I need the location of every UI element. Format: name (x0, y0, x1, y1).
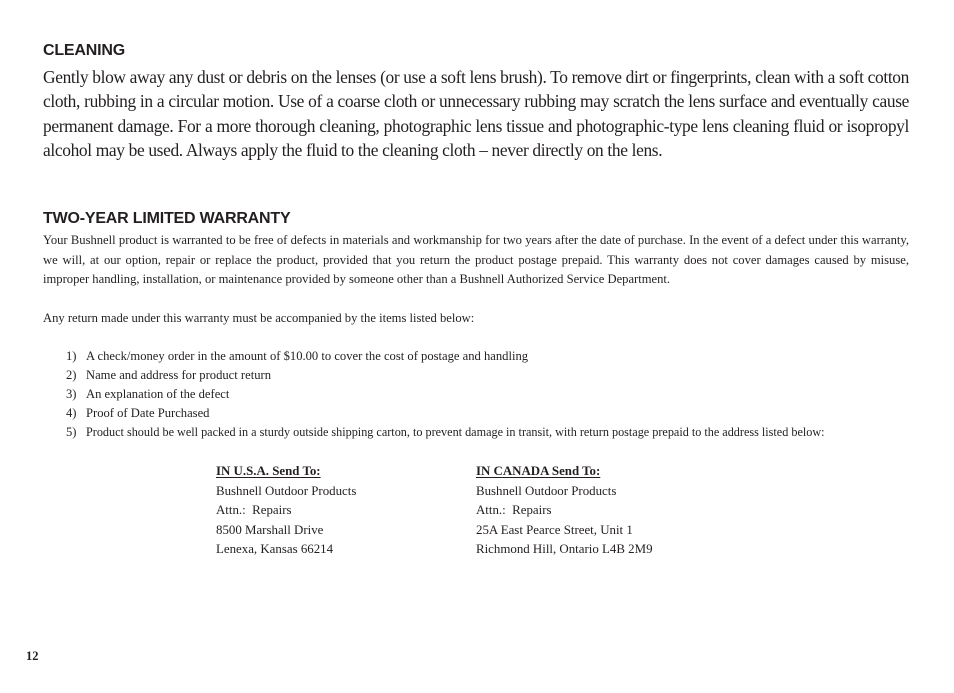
list-item-number: 3) (66, 387, 77, 401)
list-item (66, 423, 825, 442)
address-line: Attn.: Repairs (476, 503, 552, 518)
address-line: Lenexa, Kansas 66214 (216, 542, 334, 557)
list-item-text: An explanation of the defect (86, 387, 230, 401)
cleaning-instructions: Gently blow away any dust or debris on the lenses (or use a soft lens brush). To remove dirt or fingerprints, clean with a soft cotton cloth, rubbing in a circular motion. Use of a coarse cloth or unnecessary rubbing may scratch the lens surface and eventually cause permanent damage. For a more thorough cleaning, photographic lens tissue and photographic-type lens cleaning fluid or isopropyl alcohol may be used. Always apply the fluid to the cleaning cloth – never directly on the lens. (43, 67, 909, 160)
list-item-number: 4) (66, 406, 77, 420)
warranty-terms: Your Bushnell product is warranted to be free of defects in materials and workmanship for two years after the date of purchase. In the event of a defect under this warranty, we will, at our option, repair or replace the product, provided that you return the product postage prepaid. This warranty does not cover damages caused by misuse, improper handling, installation, or maintenance provided by someone other than a Bushnell Authorized Service Department. (43, 233, 909, 287)
address-line: Bushnell Outdoor Products (216, 483, 357, 498)
address-line: 8500 Marshall Drive (216, 522, 324, 537)
list-item-number: 2) (66, 368, 77, 382)
list-item-text: Proof of Date Purchased (86, 406, 210, 420)
list-item-text: Product should be well packed in a sturdy outside shipping carton, to prevent damage in transit, with return postage prepaid to the address listed below: (86, 425, 825, 439)
list-item (66, 366, 825, 385)
list-item (66, 347, 825, 366)
return-requirements-list (66, 347, 825, 442)
list-item (66, 404, 825, 423)
address-line: Attn.: Repairs (216, 503, 292, 518)
canada-address-title: IN CANADA Send To: (476, 464, 601, 478)
address-line: Richmond Hill, Ontario L4B 2M9 (476, 542, 653, 557)
page-number: 12 (26, 649, 39, 663)
list-item-number: 1) (66, 349, 77, 363)
list-item-text: A check/money order in the amount of $10.00 to cover the cost of postage and handling (86, 349, 529, 363)
list-item (66, 385, 825, 404)
list-item-text: Name and address for product return (86, 368, 271, 382)
address-line: 25A East Pearce Street, Unit 1 (476, 522, 633, 537)
return-requirements-intro: Any return made under this warranty must be accompanied by the items listed below: (43, 311, 475, 325)
canada-return-address (476, 462, 653, 560)
usa-return-address (216, 462, 356, 560)
cleaning-heading: CLEANING (43, 42, 125, 59)
warranty-heading: TWO-YEAR LIMITED WARRANTY (43, 210, 291, 227)
usa-address-title: IN U.S.A. Send To: (216, 464, 321, 478)
list-item-number: 5) (66, 425, 77, 439)
address-line: Bushnell Outdoor Products (476, 483, 617, 498)
